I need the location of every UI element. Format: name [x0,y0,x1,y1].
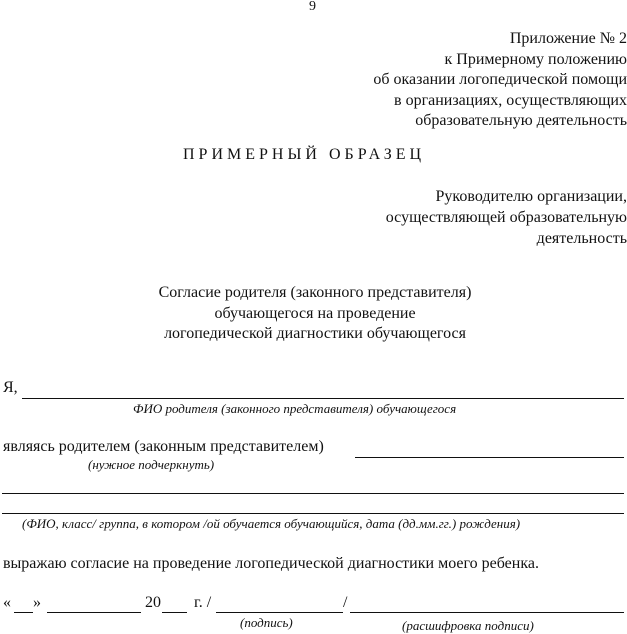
date-close-quote: » [33,594,41,611]
signature-transcript-caption: (расшифровка подписи) [402,618,534,633]
underline-note-caption: (нужное подчеркнуть) [88,457,215,472]
parent-role-label: являясь родителем (законным представителем) [3,438,324,455]
appendix-line: к Примерному положению [444,51,627,68]
addressee-line: деятельность [536,230,627,247]
student-info-field-2[interactable] [2,513,624,514]
student-info-field-1[interactable] [2,493,624,494]
year-field[interactable] [162,612,187,613]
signature-transcript-field[interactable] [350,612,624,613]
i-label: Я, [3,379,18,396]
parent-name-caption: ФИО родителя (законного представителя) обучающегося [133,401,457,416]
signature-field[interactable] [216,612,343,613]
page-number: 9 [309,0,316,14]
year-prefix: 20 [145,594,161,611]
consent-heading-line: обучающегося на проведение [214,305,416,322]
parent-role-field[interactable] [355,457,624,458]
appendix-line: Приложение № 2 [509,30,627,47]
consent-heading-line: логопедической диагностики обучающегося [164,325,466,342]
appendix-line: в организациях, осуществляющих [394,92,627,109]
signature-slash: / [343,594,348,611]
consent-heading-line: Согласие родителя (законного представителя) [158,284,472,301]
consent-statement: выражаю согласие на проведение логопедической диагностики моего ребенка. [3,555,539,572]
addressee-line: Руководителю организации, [435,188,627,205]
appendix-line: образовательную деятельность [415,112,627,129]
date-open-quote: « [3,594,11,611]
month-field[interactable] [47,612,141,613]
parent-name-field[interactable] [22,398,624,399]
addressee-line: осуществляющей образовательную [385,209,627,226]
student-info-caption: (ФИО, класс/ группа, в котором /ой обучается обучающийся, дата (дд.мм.гг.) рождения) [22,516,521,531]
appendix-line: об оказании логопедической помощи [373,71,627,88]
year-suffix: г. / [194,594,212,611]
signature-caption: (подпись) [240,615,293,630]
day-field[interactable] [14,612,33,613]
document-title: ПРИМЕРНЫЙ ОБРАЗЕЦ [183,146,426,163]
